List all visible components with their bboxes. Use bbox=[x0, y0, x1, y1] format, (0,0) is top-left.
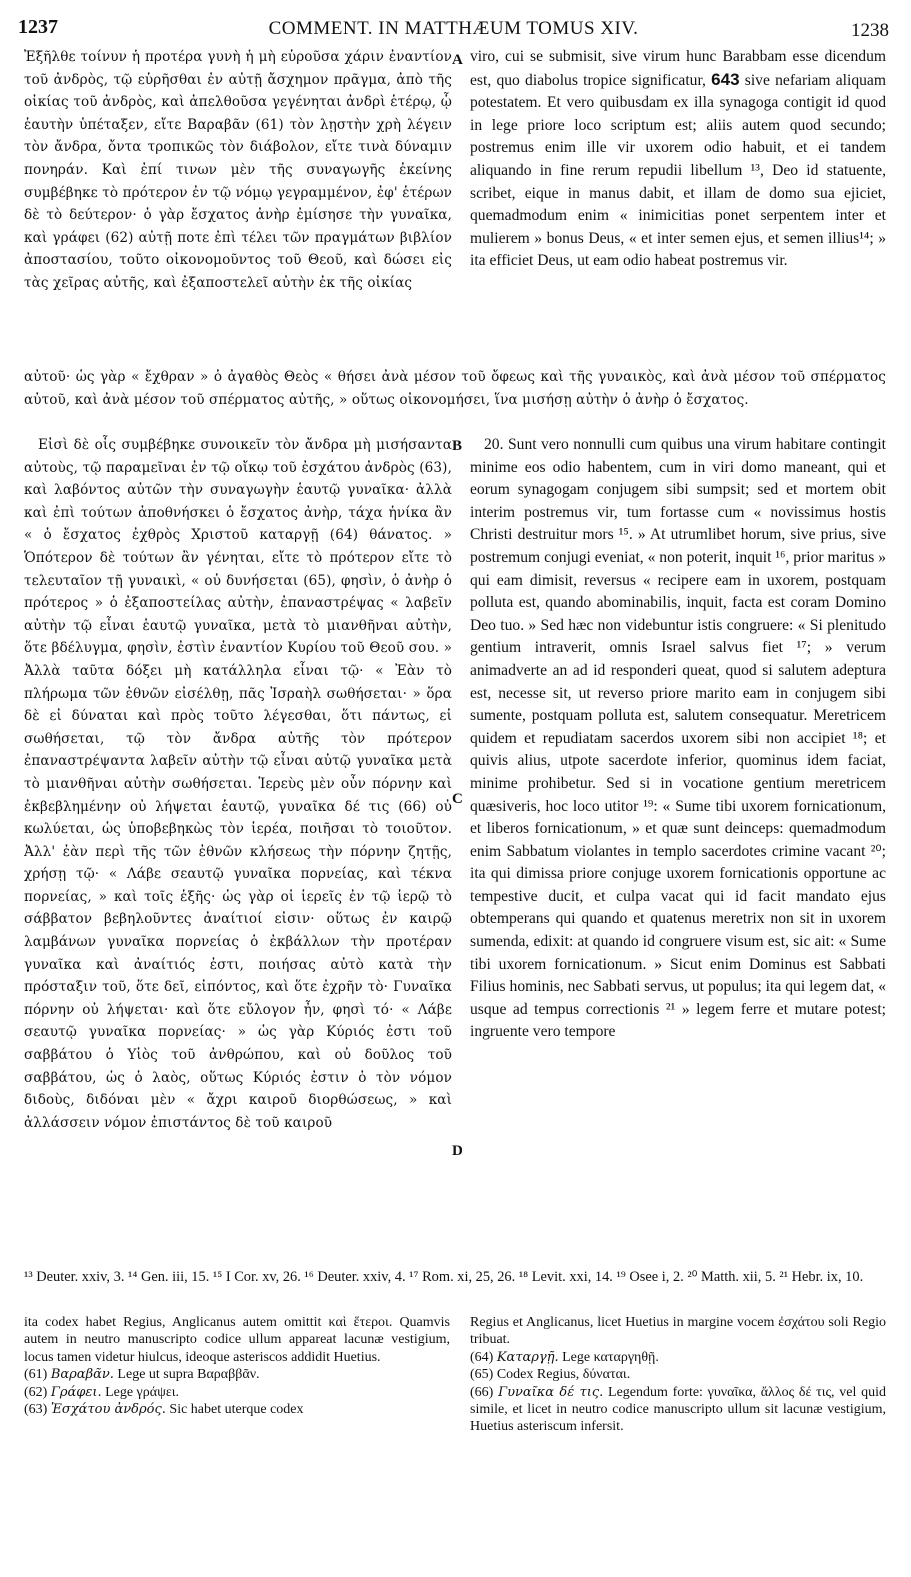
footnote-number: (64) bbox=[470, 1349, 494, 1365]
footnote-text: Regius et Anglicanus, licet Huetius in margine vocem ἐσχάτου soli Regio tribuat. bbox=[470, 1315, 886, 1348]
reference-line: ¹³ Deuter. xxiv, 3. ¹⁴ Gen. iii, 15. ¹⁵ I Cor. xv, 26. ¹⁶ Deuter. xxiv, 4. ¹⁷ Rom. xi, 25, 26. ¹⁸ Levit. xxi, 14. ¹⁹ Osee i, 2. ²⁰ Matth. xii, 5. ²¹ Hebr. ix, 10. bbox=[24, 1269, 864, 1285]
footnote-text: ita codex habet Regius, Anglicanus autem omittit καὶ ἕτεροι. Quamvis autem in neutro manuscripto codice ullum appareat lacunæ vestigium, locus tamen videtur hiulcus, ideoque asteriscos addidit Huetius. bbox=[24, 1315, 450, 1365]
footnote-lemma: Γράφει. bbox=[50, 1384, 102, 1400]
page-number-left: 1237 bbox=[18, 16, 58, 38]
margin-marker-c: C bbox=[452, 791, 463, 807]
footnote bbox=[470, 1349, 886, 1366]
greek-paragraph: Εἰσὶ δὲ οἷς συμβέβηκε συνοικεῖν τὸν ἄνδρα μὴ μισήσαντα αὐτοὺς, τῷ παραμεῖναι ἐν τῷ οἴκῳ τοῦ ἐσχάτου ἀνδρὸς (63), καὶ λαβόντος αὐτῶν τὴν συναγωγὴν ἑαυτῷ γυναῖκα· ἀλλὰ καὶ ἐπὶ τούτων ἀποθνήσκει ὁ ἔσχατος ἀνὴρ, τάχα ἡνίκα ἂν « ὁ ἔσχατος ἐχθρὸς Χριστοῦ καταργῇ (64) θάνατος. » Ὁπότερον δὲ τούτων ἂν γένηται, εἴτε τὸ πρότερον εἴτε τὸ τελευταῖον τῇ γυναικὶ, « οὐ δυνήσεται (65), φησὶν, ὁ ἀνὴρ ὁ πρότερος » ὁ ἐξαποστείλας αὐτὴν, ἐπαναστρέψας « λαβεῖν αὐτὴν τῷ εἶναι ἑαυτῷ γυναῖκα, μετὰ τὸ μιανθῆναι αὐτὴν, ὅτε βδέλυγμα, φησὶν, ἐστὶν ἐναντίον Κυρίου τοῦ Θεοῦ σου. » Ἀλλὰ ταῦτα δόξει μὴ κατάλληλα εἶναι τῷ· « Ἐὰν τὸ πλήρωμα τῶν ἐθνῶν εἰσέλθῃ, πᾶς Ἰσραὴλ σωθήσεται· » ὅρα δὲ εἰ δύναται καὶ πρὸς τοῦτο λέγεσθαι, ὅτι πάντως, εἰ σωθήσεται, τῷ τὸν ἄνδρα αὐτῆς τὸν πρότερον ἐπαναστρέψαντα λαβεῖν αὐτὴν τῷ εἶναι αὐτῷ γυναῖκα μετὰ τὸ μιανθῆναι αὐτὴν σωθήσεται. Ἱερεὺς μὲν οὖν πόρνην καὶ ἐκβεβλημένην οὐ λήψεται ἑαυτῷ, γυναῖκα δέ τις (66) οὐ κωλύεται, ὡς ὑποβεβηκὼς τὸν ἱερέα, ποιῆσαι τὸ τοιοῦτον. Ἀλλ' ἐὰν περὶ τῆς τῶν ἐθνῶν κλήσεως τὴν πόρνην ζητῇς, χρήσῃ τῷ· « Λάβε σεαυτῷ γυναῖκα πορνείας, καὶ τέκνα πορνείας, » καὶ τοῖς ἑξῆς· ὡς γὰρ οἱ ἱερεῖς ἐν τῷ ἱερῷ τὸ σάββατον βεβηλοῦντες ἀναίτιοί εἰσιν· οὕτως ἐν καιρῷ λαμβάνων γυναῖκα πορνείας ὁ ἐκβάλλων τὴν προτέραν γυναῖκα καὶ ἀναίτιός ἐστι, ποιήσας αὐτὸ κατὰ τὴν πρόσταξιν τοῦ, ὅτε δεῖ, εἰπόντος, καὶ ὅτε ἐχρῆν τὸ· Γυναῖκα πόρνην οὐ λήψεται· καὶ ὅτε εὔλογον ἦν, φησὶ τό· « Λάβε σεαυτῷ γυναῖκα πορνείας· » ὡς γὰρ Κύριός ἐστι τοῦ σαββάτου ὁ Υἱὸς τοῦ ἀνθρώπου, καὶ οὐ δοῦλος τοῦ σαββάτου, ὡς ὁ λαὸς, οὕτως Κύριός ἐστιν ὁ τὸν νόμον διδοὺς, διδόναι μὲν « ἄχρι καιροῦ διορθώσεως, » καὶ ἀλλάσσειν νόμον ἐπιστάντος δὲ τοῦ καιροῦ bbox=[24, 437, 452, 1131]
page-number-right: 1238 bbox=[851, 20, 889, 41]
latin-paragraph bbox=[470, 46, 886, 273]
footnote bbox=[24, 1366, 450, 1383]
greek-spanning-lines bbox=[24, 366, 886, 411]
latin-paragraph-rest: sive nefariam aliquam potestatem. Et vero quibusdam ex illa synagoga contigit id quod in lege priore loco scriptum est; aliis autem quod secundo; postremus enim ille vir uxorem odio habuit, et ei tandem aliquando in fine rerum repudii libellum ¹³, Deo id statuente, scribet, eique in manus dabit, et illam de domo sua ejiciet, quemadmodum enim « inimicitias ponet serpentem inter et mulierem » bonus Deus, « et inter semen ejus, et semen illius¹⁴; » ita efficiet Deus, ut eam odio habeat postremus vir. bbox=[470, 71, 886, 270]
footnote bbox=[470, 1366, 886, 1383]
footnote bbox=[24, 1314, 450, 1366]
margin-marker-a: A bbox=[452, 52, 463, 68]
footnote-lemma: Γυναῖκα δέ τις. bbox=[498, 1384, 604, 1400]
footnote-number: (65) bbox=[470, 1367, 494, 1383]
margin-marker-d: D bbox=[452, 1143, 463, 1159]
scripture-references bbox=[24, 1268, 886, 1287]
footnote-lemma: Βαραβᾶν. bbox=[50, 1367, 114, 1383]
greek-paragraph: Ἐξῆλθε τοίνυν ἡ προτέρα γυνὴ ἡ μὴ εὑροῦσα χάριν ἐναντίον τοῦ ἀνδρὸς, τῷ εὑρῆσθαι ἐν αὐτῇ ἄσχημον πρᾶγμα, ἀπὸ τῆς οἰκίας τοῦ ἀνδρὸς, καὶ ἀπελθοῦσα γεγένηται ἀνδρὶ ἑτέρῳ, ᾧ ἑαυτὴν ὑπέταξεν, εἴτε Βαραβᾶν (61) τὸν λῃστὴν χρὴ λέγειν τὸν ἄνδρα, ὄντα τροπικῶς τὸν διάβολον, εἴτε τινὰ δύναμιν πονηράν. Καὶ ἐπί τινων μὲν τῆς συναγωγῆς ἐκείνης συμβέβηκε τὸ πρότερον ἐν τῷ νόμῳ γεγραμμένον, ἐφ' ἑτέρων δὲ τὸ δεύτερον· ὁ γὰρ ἔσχατος ἀνὴρ ἐμίσησε τὴν γυναῖκα, καὶ γράφει (62) αὐτῇ ποτε ἐπὶ τέλει τῶν πραγμάτων βιβλίον ἀποστασίου, τοῦτο οἰκονομοῦντος τοῦ Θεοῦ, καὶ δώσει εἰς τὰς χεῖρας αὐτῆς, καὶ ἐξαποστελεῖ αὐτὴν ἐκ τῆς οἰκίας bbox=[24, 49, 452, 291]
column-number: 643 bbox=[711, 69, 740, 89]
footnote-lemma: Καταργῇ. bbox=[496, 1349, 559, 1365]
footnote-text: Codex Regius, δύναται. bbox=[496, 1367, 631, 1383]
running-head bbox=[18, 14, 889, 44]
footnote bbox=[470, 1314, 886, 1349]
latin-column-main bbox=[470, 434, 886, 1044]
footnote-text: Sic habet uterque codex bbox=[169, 1402, 304, 1418]
greek-column-top bbox=[24, 46, 452, 295]
footnote-text: Lege ut supra Βαραββᾶν. bbox=[117, 1367, 260, 1383]
latin-column-top bbox=[470, 46, 886, 273]
running-title: COMMENT. IN MATTHÆUM TOMUS XIV. bbox=[268, 18, 639, 39]
footnote bbox=[24, 1384, 450, 1401]
footnote bbox=[470, 1384, 886, 1436]
footnote-lemma: Ἐσχάτου ἀνδρός. bbox=[50, 1402, 166, 1418]
footnote-text: Legendum forte: γυναῖκα, ἄλλος δέ τις, vel quid simile, et licet in neutro codice manuscripto ullum sit lacunæ vestigium, Huetius asteriscum infersit. bbox=[470, 1384, 886, 1435]
footnote-number: (61) bbox=[24, 1367, 48, 1383]
footnotes-right bbox=[470, 1314, 886, 1436]
footnote-text: Lege καταργηθῇ. bbox=[562, 1349, 659, 1365]
footnote-number: (62) bbox=[24, 1384, 48, 1400]
footnote-number: (63) bbox=[24, 1402, 48, 1418]
latin-paragraph-start: viro, cui se submisit, sive virum hunc Barabbam esse dicendum est, quo diabolus tropice significatur, bbox=[470, 48, 886, 89]
footnote-number: (66) bbox=[470, 1384, 494, 1400]
footnote bbox=[24, 1401, 450, 1418]
footnotes-left bbox=[24, 1314, 450, 1418]
margin-marker-b: B bbox=[452, 438, 463, 454]
greek-column-main bbox=[24, 434, 452, 1134]
latin-paragraph: 20. Sunt vero nonnulli cum quibus una virum habitare contingit minime eos odio habentem, cum in viri domo maneant, qui et eorum synagogam conjugem sibi sumpsit; sed et mortem obit interim postremus vir, tum fortasse cum « novissimus hostis Christi destruitur mors ¹⁵. » At utrumlibet horum, sive prius, sive postremum conjugi eveniat, « non poterit, inquit ¹⁶, prior maritus » qui eam dimisit, reversus « recipere eam in uxorem, postquam polluta est, quando abominabilis, inquit, facta est coram Domino Deo tuo. » Sed hæc non videbuntur istis congruere: « Si plenitudo gentium intraverit, omnis Israel salvus fiet ¹⁷; » verum animadverte an ad id responderi queat, quod si salutem adeptura est, necesse sit, ut reverso priore marito eam in conjugem sibi sumente, postquam polluta est, salutem consequatur. Meretricem quidem et repudiatam sacerdos uxorem sibi non accipiet ¹⁸; et quivis alius, utpote sacerdote inferior, quominus idem faciat, minime prohibetur. Sed si in vocatione gentium meretricem quæsiveris, hoc loco utitor ¹⁹: « Sume tibi uxorem fornicationum, et liberos fornicationum, » et quæ sunt deinceps: quemadmodum enim Sabbatum violantes in templo sacerdotes crimine vacant ²⁰; ita qui dimissa priore conjuge uxorem fornicationis opportune ac tempestive ducit, et culpa vacat qui id facit mandato ejus obtemperans qui quando et quatenus meretrix non sit in uxorem sumenda, edixit: at quando id congruere visum est, sic ait: « Sume tibi uxorem fornicationum. » Sicut enim Dominus est Sabbati Filius hominis, nec Sabbati servus, ut populus; ita qui legem dat, « usque ad tempus correctionis ²¹ » legem ferre et mutare potest; ingruente vero tempore bbox=[470, 436, 886, 1041]
footnote-text: Lege γράψει. bbox=[105, 1384, 179, 1400]
greek-span-text: αὐτοῦ· ὡς γὰρ « ἔχθραν » ὁ ἀγαθὸς Θεὸς « θήσει ἀνὰ μέσον τοῦ ὄφεως καὶ τῆς γυναικὸς, καὶ ἀνὰ μέσον τοῦ σπέρματος αὐτοῦ, καὶ ἀνὰ μέσον τοῦ σπέρματος αὐτῆς, » οὕτως οἰκονομήσει, ἵνα μισήσῃ αὐτὴν ὁ ἀνὴρ ὁ ἔσχατος. bbox=[24, 369, 886, 408]
